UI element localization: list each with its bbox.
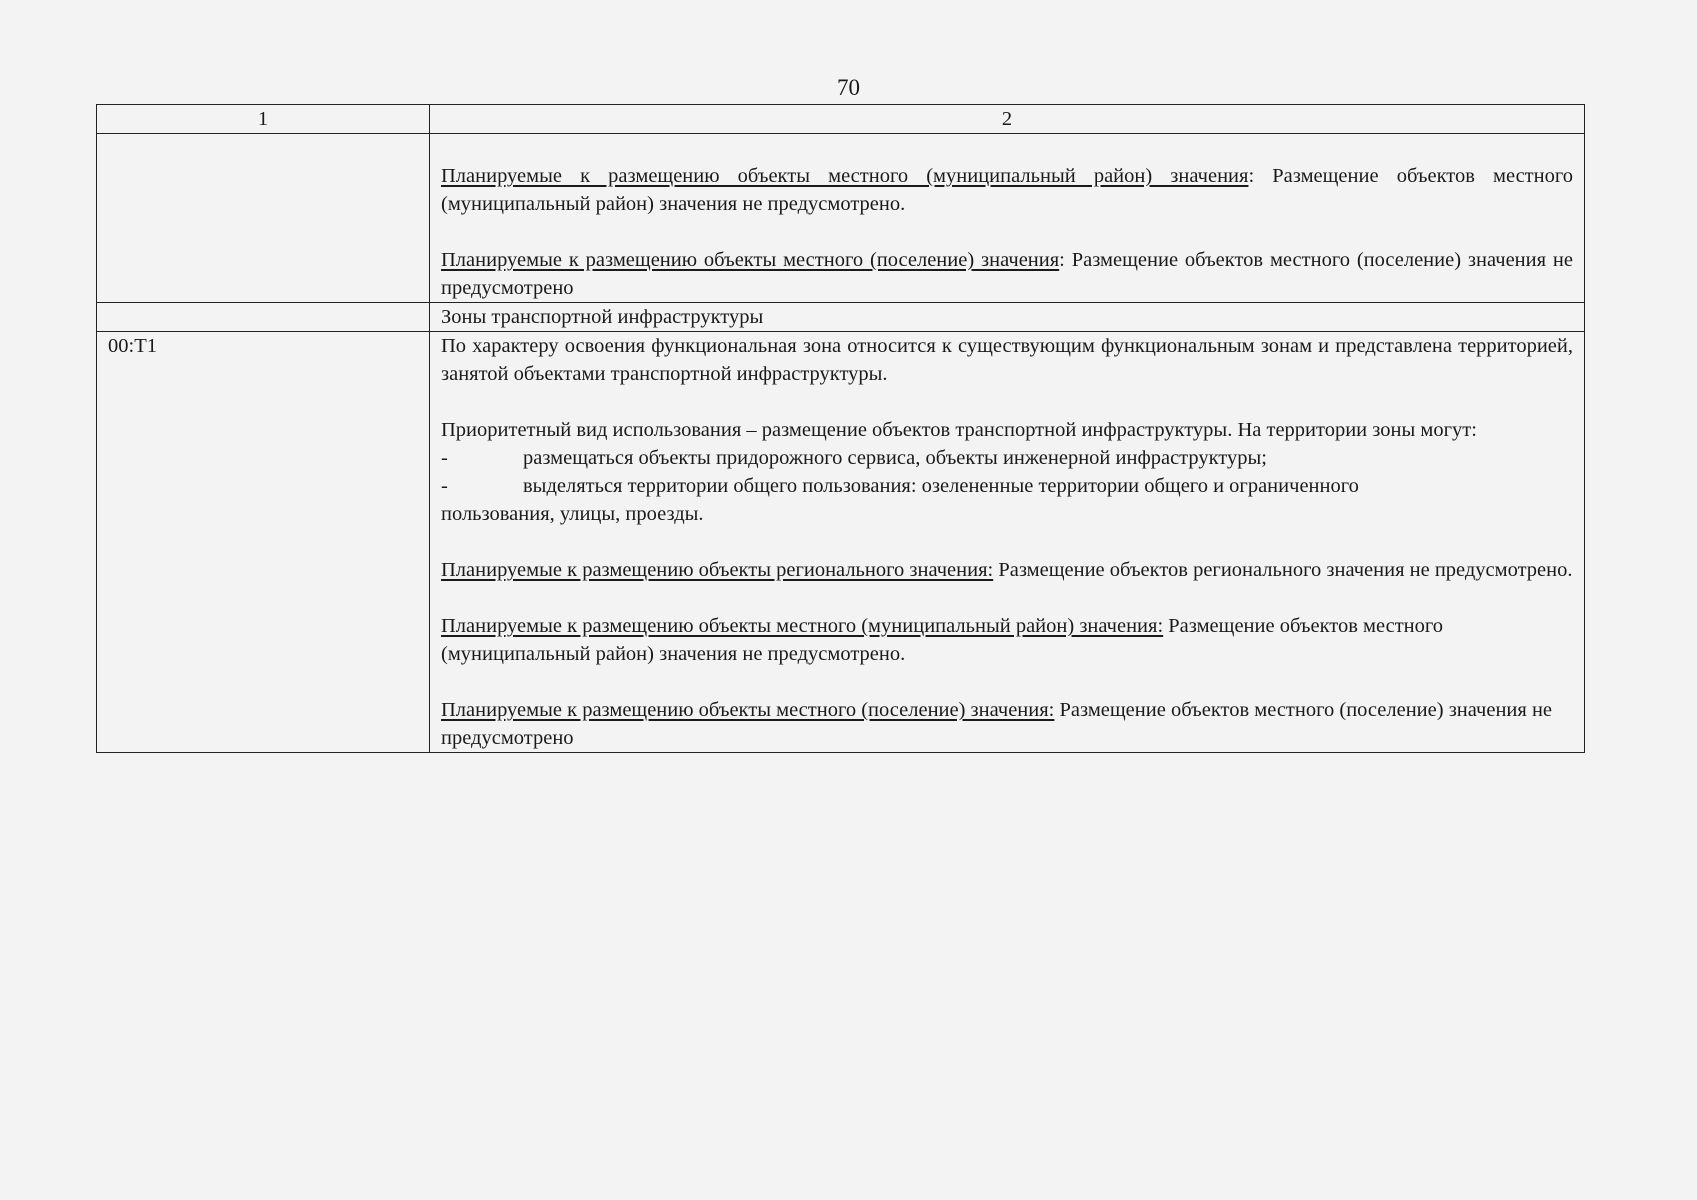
- planned-objects-text: : Размещение объектов местного (поселение) значения не предусмотрено: [441, 249, 1573, 299]
- table-row-continued: [97, 134, 1585, 303]
- planned-objects-paragraph: [441, 246, 1573, 302]
- list-item: [441, 444, 1573, 472]
- zone-code: 00:Т1: [97, 332, 430, 753]
- planned-objects-heading: Планируемые к размещению объекты регионального значения:: [441, 559, 994, 581]
- planned-objects-heading: Планируемые к размещению объекты местного (поселение) значения: [441, 249, 1060, 271]
- zone-priority-paragraph: Приоритетный вид использования – размещение объектов транспортной инфраструктуры. На территории зоны могут:: [441, 419, 1477, 441]
- planned-objects-heading: Планируемые к размещению объекты местного (поселение) значения:: [441, 699, 1055, 721]
- planned-objects-heading: Планируемые к размещению объекты местного (муниципальный район) значения:: [441, 615, 1164, 637]
- table-header-row: [97, 105, 1585, 134]
- planned-objects-heading: Планируемые к размещению объекты местного (муниципальный район) значения: [441, 165, 1249, 187]
- section-row-code: [97, 303, 430, 332]
- table-row-zone: [97, 332, 1585, 753]
- header-col-1: 1: [97, 105, 430, 134]
- zone-priority-block: [441, 416, 1573, 528]
- table-row-section: [97, 303, 1585, 332]
- zones-table: [96, 104, 1585, 753]
- planned-objects-text: : Размещение объектов местного (муниципальный район) значения не предусмотрено.: [441, 165, 1574, 215]
- list-item: [441, 472, 1573, 500]
- header-col-2: 2: [430, 105, 1585, 134]
- continued-row-code: [97, 134, 430, 303]
- section-title: Зоны транспортной инфраструктуры: [430, 303, 1585, 332]
- list-item-text: размещаться объекты придорожного сервиса, объекты инженерной инфраструктуры;: [523, 447, 1267, 469]
- list-item-text: выделяться территории общего пользования: озелененные территории общего и ограниченного: [523, 475, 1359, 497]
- planned-objects-text: Размещение объектов местного (муниципальный район) значения не предусмотрено.: [441, 615, 1444, 665]
- page-number: 70: [837, 75, 860, 100]
- planned-objects-paragraph: [441, 696, 1573, 752]
- zone-intro-paragraph: По характеру освоения функциональная зона относится к существующим функциональным зонам и представлена территорией, занятой объектами транспортной инфраструктуры.: [441, 335, 1573, 385]
- list-dash: -: [441, 475, 448, 497]
- continued-row-description: [430, 134, 1585, 303]
- list-item-continuation: пользования, улицы, проезды.: [441, 503, 704, 525]
- planned-objects-text: Размещение объектов регионального значения не предусмотрено.: [993, 559, 1573, 581]
- planned-objects-paragraph: [441, 556, 1573, 584]
- planned-objects-paragraph: [441, 162, 1573, 218]
- planned-objects-text: Размещение объектов местного (поселение) значения не предусмотрено: [441, 699, 1553, 749]
- zone-description: [430, 332, 1585, 753]
- planned-objects-paragraph: [441, 612, 1573, 668]
- list-dash: -: [441, 447, 448, 469]
